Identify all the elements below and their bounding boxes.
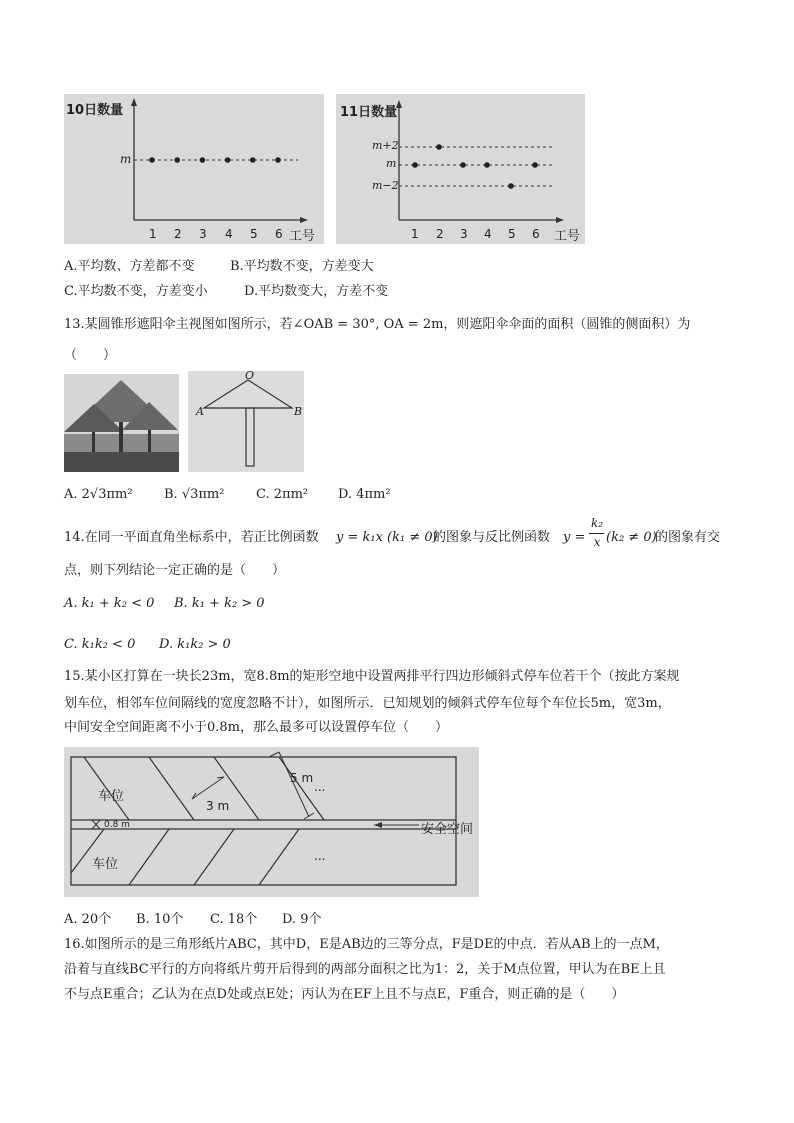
umbrella-diagram	[188, 371, 304, 472]
data-point	[412, 162, 418, 168]
q15-option-b[interactable]: B. 10个	[136, 912, 184, 927]
tick-label: 3	[460, 227, 468, 241]
q15-stem-line3: 中间安全空间距离不小于0.8m，那么最多可以设置停车位（ ）	[64, 720, 449, 735]
tick-label: 3	[199, 227, 207, 241]
safety-space-label: 安全空间	[421, 822, 474, 837]
q12-option-d[interactable]: D.平均数变大，方差不变	[244, 284, 389, 299]
width-label: 3 m	[206, 799, 230, 813]
q13-option-b[interactable]: B. √3πm²	[164, 487, 225, 502]
chart10-ylabel: 10日数量	[66, 103, 124, 118]
q13-option-d[interactable]: D. 4πm²	[338, 487, 391, 502]
chart-10-day	[64, 94, 324, 244]
q12-option-a[interactable]: A.平均数、方差都不变	[64, 259, 195, 274]
y-axis-arrow	[131, 98, 137, 106]
q12-option-b[interactable]: B.平均数不变，方差变大	[230, 259, 374, 274]
data-point	[149, 157, 155, 163]
data-point	[174, 157, 180, 163]
umbrella-photo	[64, 374, 179, 472]
data-point	[225, 157, 231, 163]
tick-label: 2	[436, 227, 444, 241]
q15-option-d[interactable]: D. 9个	[282, 912, 322, 927]
data-point	[250, 157, 256, 163]
tick-label: 4	[225, 227, 233, 241]
tick-label: 1	[149, 227, 157, 241]
chart10-m-label: m	[120, 152, 132, 166]
q12-option-c[interactable]: C.平均数不变，方差变小	[64, 284, 208, 299]
point-o: O	[245, 371, 255, 382]
q13-option-c[interactable]: C. 2πm²	[256, 487, 309, 502]
chart-11-day	[336, 94, 585, 244]
x-axis-arrow	[300, 217, 308, 223]
q15-stem-line1: 15.某小区打算在一块长23m，宽8.8m的矩形空地中设置两排平行四边形倾斜式停车位若干个（按此方案规	[64, 669, 680, 684]
q16-stem-line2: 沿着与直线BC平行的方向将纸片剪开后得到的两部分面积之比为1：2，关于M点位置，甲认为在BE上且	[64, 962, 666, 977]
q14-formula-2-rhs: (k₂ ≠ 0)	[606, 530, 657, 545]
q14-formula-1: y = k₁x (k₁ ≠ 0)	[336, 530, 438, 545]
q14-stem-part3: 的图象有交	[655, 530, 721, 545]
q13-blank: （ ）	[64, 348, 117, 363]
q15-option-a[interactable]: A. 20个	[64, 912, 112, 927]
q14-option-c[interactable]: C. k₁k₂ < 0	[64, 637, 136, 652]
data-point	[508, 183, 514, 189]
tick-label: 2	[174, 227, 182, 241]
tick-label: 6	[532, 227, 540, 241]
q13-option-a[interactable]: A. 2√3πm²	[64, 487, 133, 502]
q14-stem-part2: 的图象与反比例函数	[433, 530, 551, 545]
space-label-bottom: 车位	[92, 857, 119, 872]
data-point	[436, 144, 442, 150]
data-point	[200, 157, 206, 163]
length-label: 5 m	[290, 771, 314, 785]
point-a: A	[196, 405, 204, 418]
q13-stem: 13.某圆锥形遮阳伞主视图如图所示，若∠OAB = 30°, OA = 2m，则遮阳伞伞面的面积（圆锥的侧面积）为	[64, 317, 691, 332]
tick-label: 5	[508, 227, 516, 241]
q15-stem-line2: 划车位，相邻车位间隔线的宽度忽略不计），如图所示．已知规划的倾斜式停车位每个车位长5m，宽3m，	[64, 696, 671, 711]
parking-diagram	[64, 747, 479, 897]
data-point	[484, 162, 490, 168]
q14-option-a[interactable]: A. k₁ + k₂ < 0	[64, 596, 155, 611]
q15-option-c[interactable]: C. 18个	[210, 912, 258, 927]
q16-stem-line1: 16.如图所示的是三角形纸片ABC，其中D，E是AB边的三等分点，F是DE的中点．若从AB上的一点M，	[64, 937, 669, 952]
q14-fraction-denominator: x	[593, 535, 601, 549]
q14-option-d[interactable]: D. k₁k₂ > 0	[159, 637, 231, 652]
tick-label: 4	[484, 227, 492, 241]
q14-stem-part1: 14.在同一平面直角坐标系中，若正比例函数	[64, 530, 319, 545]
space-label-top: 车位	[98, 789, 125, 804]
data-point	[532, 162, 538, 168]
continuation-dots-top: ...	[314, 780, 326, 794]
chart11-line-label: m−2	[372, 179, 399, 192]
chart11-xlabel: 工号	[554, 229, 581, 244]
chart11-line-label: m+2	[372, 139, 399, 152]
tick-label: 6	[275, 227, 283, 241]
q14-fraction-numerator: k₂	[590, 516, 604, 530]
q16-stem-line3: 不与点E重合；乙认为在点D处或点E处；丙认为在EF上且不与点E，F重合，则正确的是（ ）	[64, 987, 625, 1002]
continuation-dots-bottom: ...	[314, 849, 326, 863]
chart11-line-label: m	[386, 157, 397, 170]
chart11-ylabel: 11日数量	[340, 105, 398, 120]
chart10-xlabel: 工号	[289, 229, 316, 244]
point-b: B	[294, 405, 303, 418]
q14-option-b[interactable]: B. k₁ + k₂ > 0	[174, 596, 265, 611]
gap-label: 0.8 m	[104, 820, 130, 830]
x-axis-arrow	[556, 217, 564, 223]
q14-fraction-bar	[589, 533, 604, 534]
q14-formula-2-lhs: y =	[563, 530, 586, 545]
tick-label: 1	[411, 227, 419, 241]
data-point	[460, 162, 466, 168]
tick-label: 5	[250, 227, 258, 241]
q14-stem-line2: 点，则下列结论一定正确的是（ ）	[64, 563, 286, 578]
data-point	[275, 157, 281, 163]
